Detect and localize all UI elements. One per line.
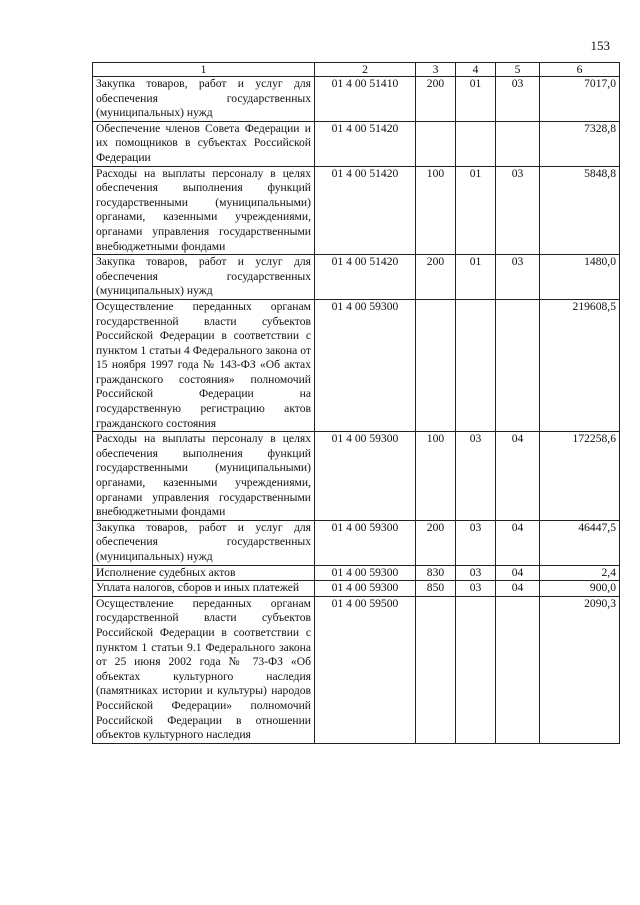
row-name: Осуществление переданных органам государственной власти субъектов Российской Федерации в соответствии с пунктом 1 статьи 4 Федерального закона от 15 ноября 1997 года № 143-ФЗ «Об актах гражданского состояния» полномочий Российской Федерации на государственную регистрацию актов гражданского состояния	[93, 299, 315, 431]
row-code: 01 4 00 59300	[315, 520, 416, 565]
page-number: 153	[590, 38, 610, 53]
row-code: 01 4 00 59300	[315, 432, 416, 521]
row-name: Закупка товаров, работ и услуг для обеспечения государственных (муниципальных) нужд	[93, 77, 315, 122]
row-name: Осуществление переданных органам государственной власти субъектов Российской Федерации в соответствии с пунктом 1 статьи 9.1 Федерального закона от 25 июня 2002 года № 73-ФЗ «Об объектах культурного наследия (памятниках истории и культуры) народов Российской Федерации» полномочий Российской Федерации в отношении объектов культурного наследия	[93, 596, 315, 743]
table-row	[93, 166, 620, 255]
row-code: 01 4 00 59300	[315, 299, 416, 431]
table-row	[93, 565, 620, 581]
row-name: Закупка товаров, работ и услуг для обеспечения государственных (муниципальных) нужд	[93, 255, 315, 300]
row-code: 01 4 00 51420	[315, 255, 416, 300]
column-header-name: 1	[93, 63, 315, 77]
row-vr: 850	[416, 581, 456, 597]
column-header-pr: 5	[496, 63, 540, 77]
column-header-rz: 4	[456, 63, 496, 77]
row-name: Закупка товаров, работ и услуг для обеспечения государственных (муниципальных) нужд	[93, 520, 315, 565]
table-row	[93, 121, 620, 166]
row-code: 01 4 00 59500	[315, 596, 416, 743]
row-pr: 03	[496, 255, 540, 300]
row-name: Обеспечение членов Совета Федерации и их помощников в субъектах Российской Федерации	[93, 121, 315, 166]
header-row	[93, 63, 620, 77]
table-row	[93, 299, 620, 431]
row-pr: 04	[496, 520, 540, 565]
row-rz	[456, 121, 496, 166]
row-vr: 200	[416, 255, 456, 300]
row-sum: 46447,5	[540, 520, 620, 565]
table-row	[93, 432, 620, 521]
row-sum: 219608,5	[540, 299, 620, 431]
row-vr: 100	[416, 166, 456, 255]
row-rz: 01	[456, 166, 496, 255]
table-row	[93, 520, 620, 565]
row-vr: 200	[416, 520, 456, 565]
column-header-code: 2	[315, 63, 416, 77]
row-rz	[456, 299, 496, 431]
row-rz: 03	[456, 520, 496, 565]
row-vr: 830	[416, 565, 456, 581]
row-sum: 1480,0	[540, 255, 620, 300]
row-code: 01 4 00 59300	[315, 565, 416, 581]
row-code: 01 4 00 51420	[315, 121, 416, 166]
row-sum: 7017,0	[540, 77, 620, 122]
row-pr: 03	[496, 77, 540, 122]
row-pr: 04	[496, 581, 540, 597]
row-pr: 04	[496, 565, 540, 581]
row-vr	[416, 121, 456, 166]
column-header-vr: 3	[416, 63, 456, 77]
row-code: 01 4 00 51420	[315, 166, 416, 255]
row-rz: 03	[456, 432, 496, 521]
row-pr: 04	[496, 432, 540, 521]
row-name: Расходы на выплаты персоналу в целях обеспечения выполнения функций государственными (муниципальными) органами, казенными учреждениями, органами управления государственными внебюджетными фондами	[93, 432, 315, 521]
table-row	[93, 255, 620, 300]
row-pr: 03	[496, 166, 540, 255]
table-row	[93, 77, 620, 122]
row-pr	[496, 121, 540, 166]
row-rz: 01	[456, 77, 496, 122]
row-sum: 2,4	[540, 565, 620, 581]
table-row	[93, 581, 620, 597]
row-rz: 03	[456, 581, 496, 597]
row-code: 01 4 00 59300	[315, 581, 416, 597]
row-vr	[416, 299, 456, 431]
row-sum: 5848,8	[540, 166, 620, 255]
row-sum: 172258,6	[540, 432, 620, 521]
row-vr: 100	[416, 432, 456, 521]
budget-table	[92, 62, 620, 744]
row-pr	[496, 596, 540, 743]
row-name: Исполнение судебных актов	[93, 565, 315, 581]
row-sum: 7328,8	[540, 121, 620, 166]
row-rz: 01	[456, 255, 496, 300]
row-sum: 900,0	[540, 581, 620, 597]
row-name: Уплата налогов, сборов и иных платежей	[93, 581, 315, 597]
row-rz: 03	[456, 565, 496, 581]
row-sum: 2090,3	[540, 596, 620, 743]
row-vr: 200	[416, 77, 456, 122]
row-vr	[416, 596, 456, 743]
row-pr	[496, 299, 540, 431]
table-row	[93, 596, 620, 743]
row-name: Расходы на выплаты персоналу в целях обеспечения выполнения функций государственными (муниципальными) органами, казенными учреждениями, органами управления государственными внебюджетными фондами	[93, 166, 315, 255]
column-header-sum: 6	[540, 63, 620, 77]
row-code: 01 4 00 51410	[315, 77, 416, 122]
row-rz	[456, 596, 496, 743]
